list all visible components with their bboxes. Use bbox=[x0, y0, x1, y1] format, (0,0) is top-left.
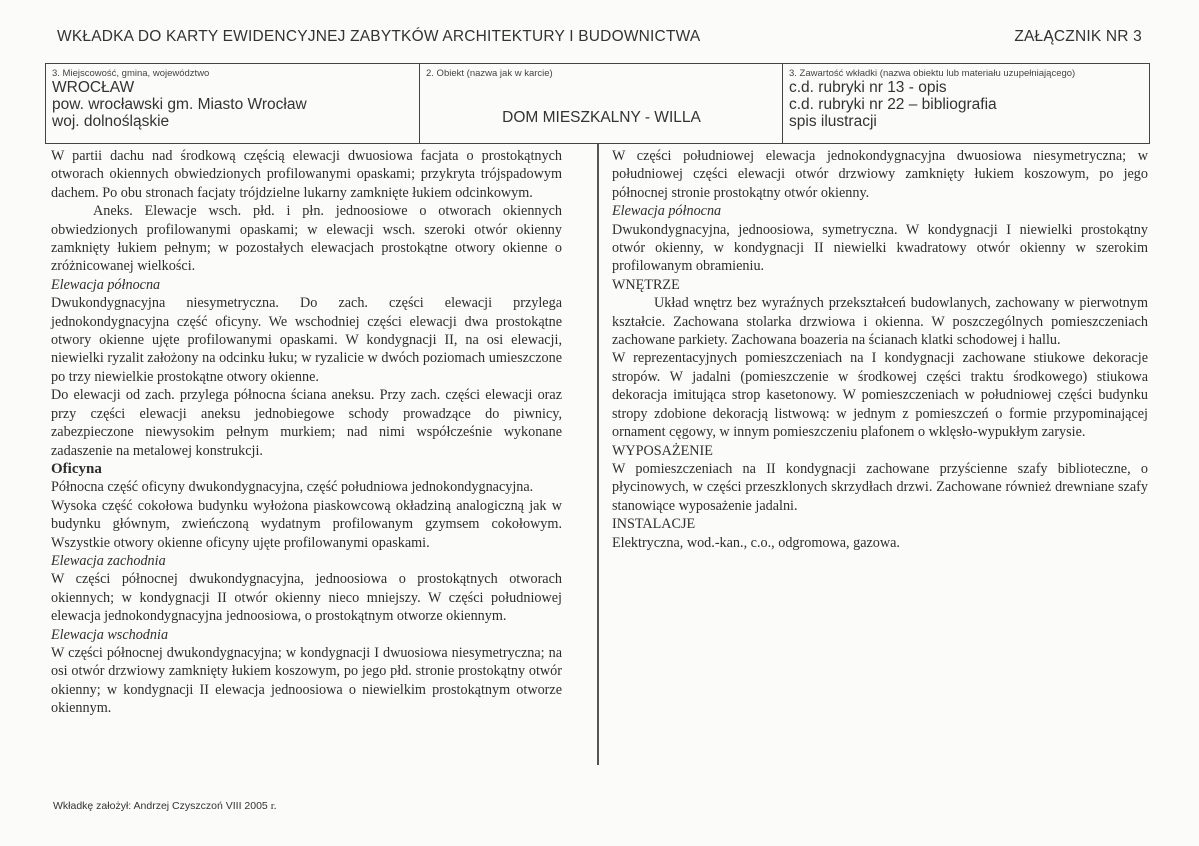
paragraph: Wysoka część cokołowa budynku wyłożona piaskowcową okładziną analogiczną jak w budynku głównym, zwieńczoną wydatnym profilowanym gzymsem cokołowym. Wszystkie otwory okienne oficyny ujęte profilowanymi opaskami. bbox=[51, 497, 562, 551]
section-heading: Elewacja północna bbox=[612, 203, 722, 220]
location-box bbox=[45, 63, 421, 144]
paragraph: Aneks. Elewacje wsch. płd. i płn. jednoosiowe o otworach okiennych obwiedzionych profilowanymi opaskami; w elewacji wsch. szeroki otwór okienny zamknięty łukiem pełnym; w pozostałych elewacjach prostokątne otwory okienne o zróżnicowanej wielkości. bbox=[51, 203, 562, 275]
location-voivodeship: woj. dolnośląskie bbox=[52, 113, 170, 130]
paragraph: Do elewacji od zach. przylega północna ściana aneksu. Przy zach. części elewacji oraz przy części elewacji aneksu jednobiegowe schody prowadzące do piwnicy, zabezpieczone niewysokim pełnym murkiem; nad nimi współcześnie wykonane zadaszenie na metalowej konstrukcji. bbox=[51, 387, 562, 459]
section-heading: WYPOSAŻENIE bbox=[612, 442, 713, 459]
paragraph: W części północnej dwukondygnacyjna; w kondygnacji I dwuosiowa niesymetryczna; na osi otwór drzwiowy zamknięty łukiem koszowym, po jego płd. stronie prostokątny otwór okienny; w kondygnacji II elewacja jednoosiowa o niewielkim prostokątnym otworze okiennym. bbox=[51, 644, 562, 717]
contents-item-illustrations: spis ilustracji bbox=[789, 113, 877, 130]
location-city: WROCŁAW bbox=[52, 79, 135, 96]
paragraph: Układ wnętrz bez wyraźnych przekształceń budowlanych, zachowany w pierwotnym kształcie. Zachowana stolarka drzwiowa i okienna. W poszczególnych pomieszczeniach zachowane parkiety. Zachowana boazeria na ścianach klatki schodowej i hallu. bbox=[612, 295, 1148, 349]
object-box bbox=[419, 63, 783, 144]
right-column bbox=[612, 147, 1148, 552]
contents-item-bibliography: c.d. rubryki nr 22 – bibliografia bbox=[789, 96, 997, 113]
paragraph: W partii dachu nad środkową częścią elewacji dwuosiowa facjata o prostokątnych otworach okiennych obwiedzionych profilowanymi opaskami; przykryta trójspadowym dachem. Po obu stronach facjaty trójdzielne lukarny zamknięte łukiem odcinkowym. bbox=[51, 148, 562, 201]
header-annex: ZAŁĄCZNIK NR 3 bbox=[1014, 28, 1142, 45]
paragraph: W reprezentacyjnych pomieszczeniach na I kondygnacji zachowane stiukowe dekoracje stropów. W jadalni (pomieszczenie w środkowej części traktu środkowego) stiukowa dekoracja imitująca strop kasetonowy. W pomieszczeniach w południowej części budynku stropy zdobione dekoracją listwową: w jednym z pomieszczeń o formie przypominającej ornament cęgowy, w innym pomieszczeniu plafonem o wklęsło-wypukłym zarysie. bbox=[612, 350, 1148, 441]
section-heading: Oficyna bbox=[51, 460, 102, 477]
section-heading: WNĘTRZE bbox=[612, 276, 680, 293]
contents-label: 3. Zawartość wkładki (nazwa obiektu lub materiału uzupełniającego) bbox=[789, 68, 1076, 79]
header-title: WKŁADKA DO KARTY EWIDENCYJNEJ ZABYTKÓW ARCHITEKTURY I BUDOWNICTWA bbox=[57, 28, 701, 45]
section-heading: Elewacja zachodnia bbox=[51, 552, 166, 569]
section-heading: Elewacja wschodnia bbox=[51, 626, 169, 643]
footer-author bbox=[53, 800, 277, 812]
section-heading: Elewacja północna bbox=[51, 276, 161, 293]
contents-item-description: c.d. rubryki nr 13 - opis bbox=[789, 79, 947, 96]
footer-text: Wkładkę założył: Andrzej Czyszczoń VIII 2005 bbox=[53, 800, 268, 812]
object-label: 2. Obiekt (nazwa jak w karcie) bbox=[426, 68, 553, 79]
paragraph: Północna część oficyny dwukondygnacyjna, część południowa jednokondygnacyjna. bbox=[51, 479, 534, 496]
paragraph: Dwukondygnacyjna, jednoosiowa, symetryczna. W kondygnacji I niewielki prostokątny otwór okienny, w kondygnacji II niewielki kwadratowy otwór okienny w szerokim profilowanym obramieniu. bbox=[612, 221, 1148, 275]
paragraph: W części północnej dwukondygnacyjna, jednoosiowa o prostokątnych otworach okiennych; w kondygnacji II otwór okienny nieco mniejszy. W części południowej elewacja jednokondygnacyjna jednoosiowa, o prostokątnym otworze okiennym. bbox=[51, 571, 562, 625]
location-county: pow. wrocławski gm. Miasto Wrocław bbox=[52, 96, 307, 113]
footer-suffix: r. bbox=[270, 800, 277, 812]
left-column bbox=[51, 147, 562, 718]
object-name: DOM MIESZKALNY - WILLA bbox=[502, 109, 701, 126]
paragraph: W części południowej elewacja jednokondygnacyjna dwuosiowa niesymetryczna; w południowej części elewacji otwór drzwiowy zamknięty łukiem koszowym, po jego północnej stronie prostokątny otwór okienny. bbox=[612, 148, 1148, 201]
column-divider bbox=[597, 144, 599, 765]
paragraph: Dwukondygnacyjna niesymetryczna. Do zach. części elewacji przylega jednokondygnacyjna część oficyny. We wschodniej części elewacji dwa prostokątne otwory okienne ujęte profilowanymi opaskami. W kondygnacji II, na osi elewacji, niewielki ryzalit założony na odcinku łuku; w ryzalicie w dwóch poziomach umieszczone po trzy niewielkie prostokątne otwory okienne. bbox=[51, 295, 562, 385]
contents-box bbox=[782, 63, 1150, 144]
paragraph: Elektryczna, wod.-kan., c.o., odgromowa, gazowa. bbox=[612, 534, 900, 551]
paragraph: W pomieszczeniach na II kondygnacji zachowane przyścienne szafy biblioteczne, o płycinowych, w części przeszklonych skrzydłach drzwi. Zachowane również drewniane szafy stanowiące wyposażenie jadalni. bbox=[612, 460, 1148, 514]
location-label: 3. Miejscowość, gmina, województwo bbox=[52, 68, 210, 79]
section-heading: INSTALACJE bbox=[612, 516, 696, 533]
